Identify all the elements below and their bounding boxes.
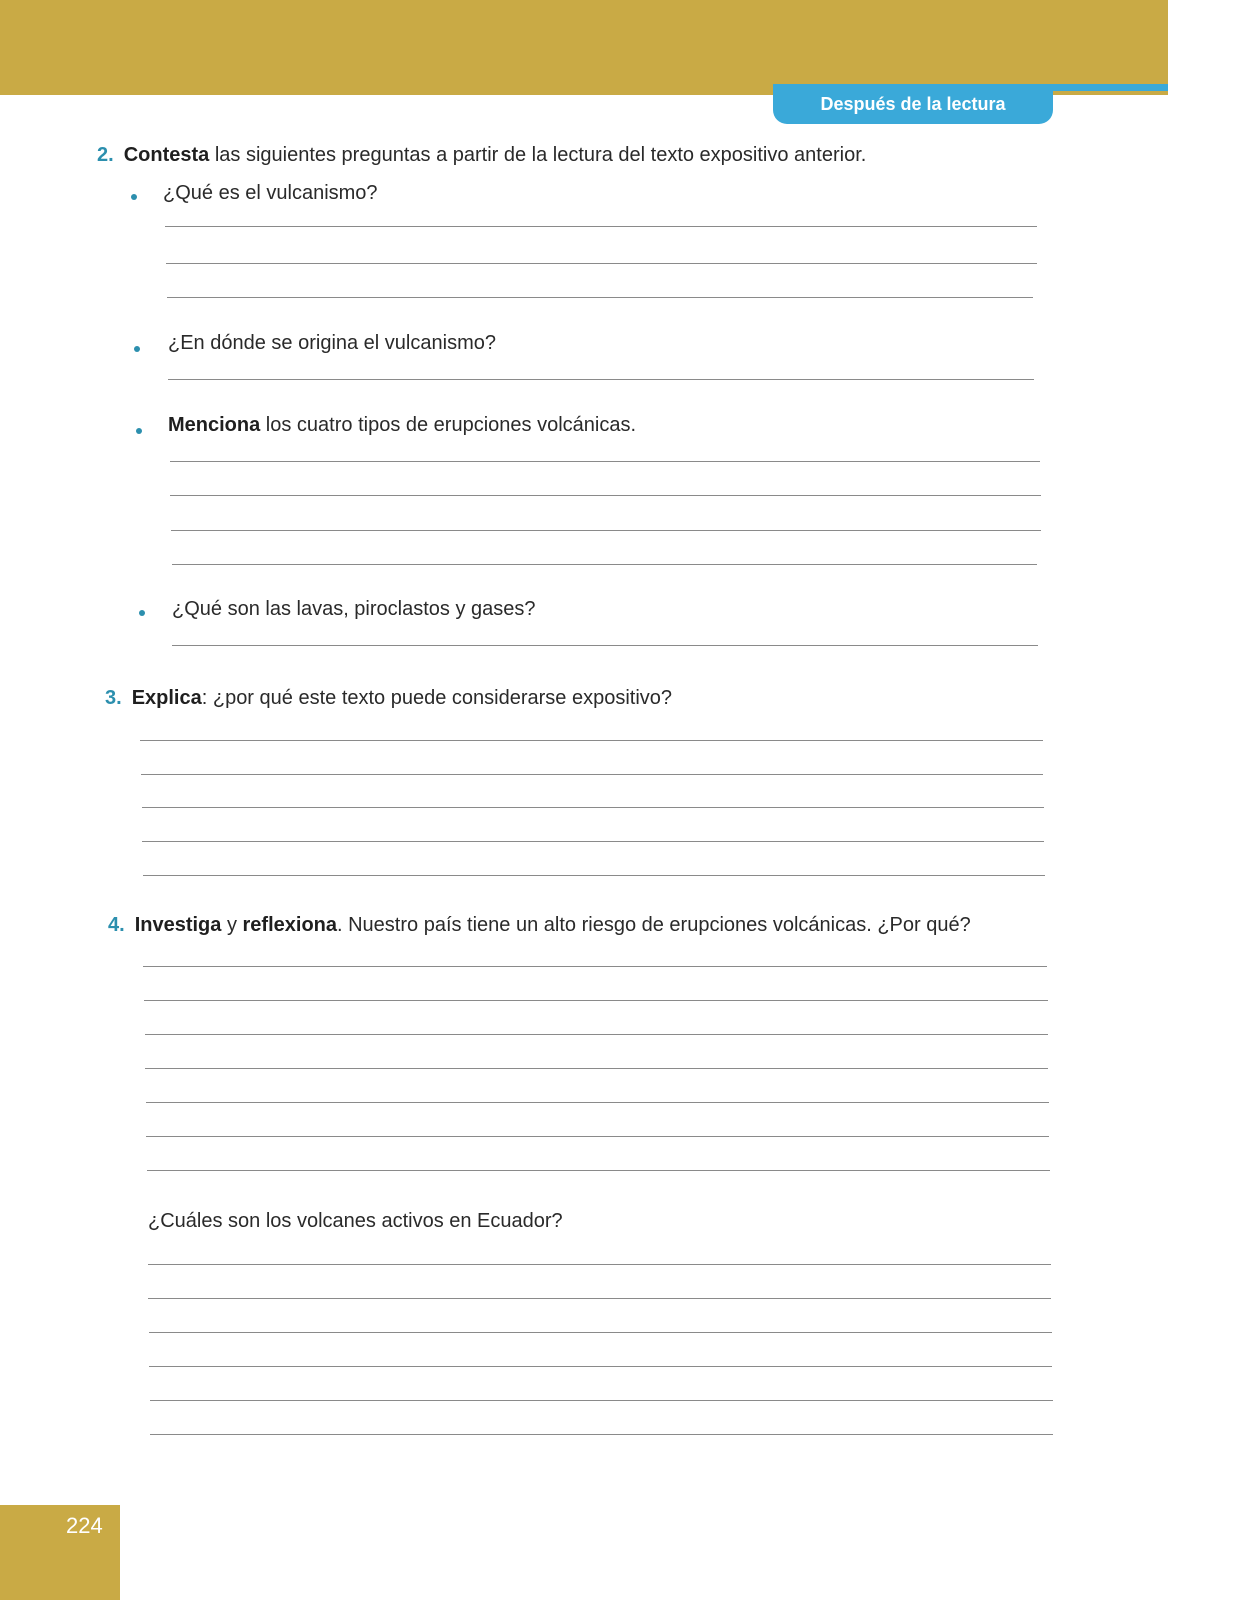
sub-question-text: ¿En dónde se origina el vulcanismo?: [168, 332, 496, 354]
question-text: las siguientes preguntas a partir de la lectura del texto expositivo anterior.: [209, 144, 867, 166]
question-3: [105, 685, 672, 711]
bullet-icon: [131, 194, 137, 200]
instruction-verb: Contesta: [123, 144, 210, 166]
question-number: 3.: [105, 687, 122, 709]
answer-line[interactable]: [148, 1298, 1051, 1299]
conjunction-text: y: [221, 914, 243, 936]
answer-line[interactable]: [144, 1000, 1048, 1001]
question-number: 4.: [108, 914, 125, 936]
sub-question-text: ¿Cuáles son los volcanes activos en Ecuador?: [148, 1210, 563, 1232]
sub-question-2: [168, 330, 496, 356]
answer-line[interactable]: [142, 807, 1044, 808]
answer-line[interactable]: [172, 564, 1037, 565]
answer-line[interactable]: [165, 226, 1037, 227]
answer-line[interactable]: [140, 740, 1043, 741]
answer-line[interactable]: [148, 1264, 1051, 1265]
answer-line[interactable]: [171, 530, 1041, 531]
top-color-band: [0, 0, 1168, 95]
question-number: 2.: [97, 144, 114, 166]
question-4: [108, 912, 971, 938]
sub-question-text: ¿Qué son las lavas, piroclastos y gases?: [172, 598, 536, 620]
answer-line[interactable]: [168, 379, 1034, 380]
answer-line[interactable]: [141, 774, 1043, 775]
answer-line[interactable]: [147, 1170, 1050, 1171]
question-text: . Nuestro país tiene un alto riesgo de erupciones volcánicas. ¿Por qué?: [337, 914, 971, 936]
answer-line[interactable]: [170, 495, 1041, 496]
answer-line[interactable]: [145, 1068, 1048, 1069]
sub-question-4: [172, 596, 536, 622]
instruction-verb: Menciona: [168, 414, 261, 436]
answer-line[interactable]: [149, 1332, 1052, 1333]
answer-line[interactable]: [172, 645, 1038, 646]
instruction-verb: Investiga: [134, 914, 222, 936]
answer-line[interactable]: [143, 966, 1047, 967]
bullet-icon: [134, 346, 140, 352]
sub-question-text: ¿Qué es el vulcanismo?: [163, 182, 378, 204]
instruction-verb: Explica: [131, 687, 202, 709]
answer-line[interactable]: [145, 1034, 1048, 1035]
answer-line[interactable]: [142, 841, 1044, 842]
answer-line[interactable]: [146, 1136, 1049, 1137]
question-2: [97, 142, 866, 168]
sub-question-text: los cuatro tipos de erupciones volcánicas.: [260, 414, 637, 436]
bullet-icon: [136, 428, 142, 434]
question-text: : ¿por qué este texto puede considerarse expositivo?: [201, 687, 673, 709]
section-tab: Después de la lectura: [773, 84, 1053, 124]
answer-line[interactable]: [150, 1400, 1053, 1401]
answer-line[interactable]: [149, 1366, 1052, 1367]
page-number: 224: [66, 1513, 103, 1538]
sub-question-volcanes: [148, 1208, 563, 1234]
answer-line[interactable]: [146, 1102, 1049, 1103]
answer-line[interactable]: [166, 263, 1037, 264]
answer-line[interactable]: [167, 297, 1033, 298]
sub-question-3: [168, 412, 636, 438]
sub-question-1: [163, 180, 378, 206]
bullet-icon: [139, 610, 145, 616]
answer-line[interactable]: [150, 1434, 1053, 1435]
instruction-verb: reflexiona: [242, 914, 337, 936]
answer-line[interactable]: [143, 875, 1045, 876]
answer-line[interactable]: [170, 461, 1040, 462]
